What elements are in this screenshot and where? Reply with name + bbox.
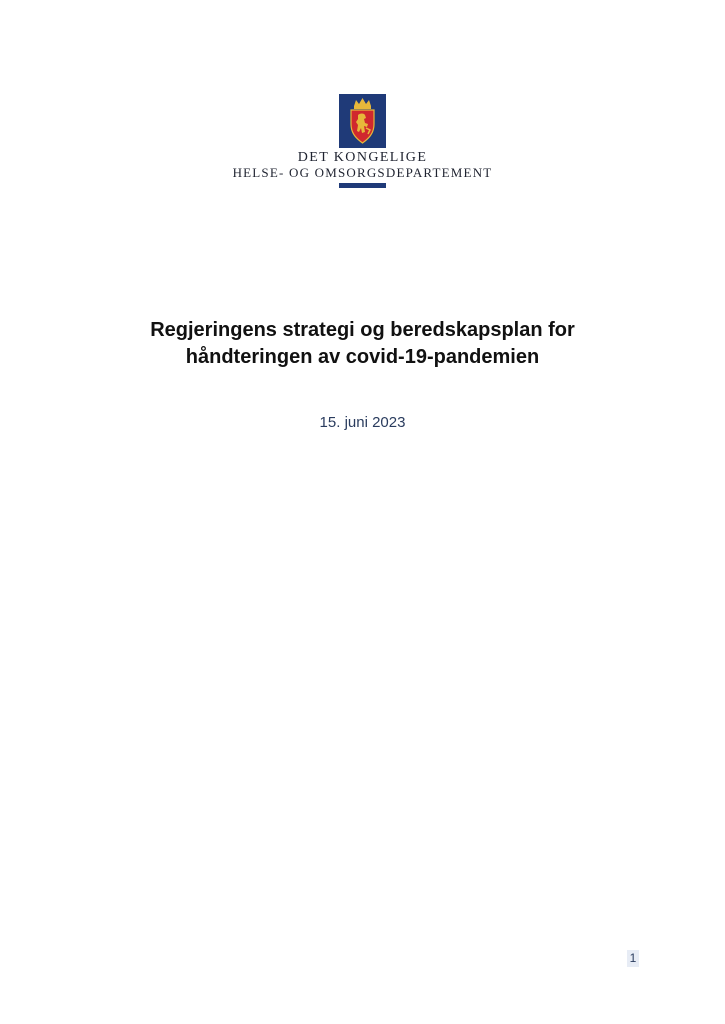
page-number: 1 [627,950,639,967]
title-line-1: Regjeringens strategi og beredskapsplan for [150,319,575,341]
ministry-logo [0,94,725,190]
logo-underline-bar [339,183,386,188]
document-date: 15. juni 2023 [319,414,406,431]
coat-of-arms-icon [339,94,386,148]
title-line-2: håndteringen av covid-19-pandemien [185,346,540,368]
document-title [60,317,665,371]
logo-text-line2: HELSE- OG OMSORGSDEPARTEMENT [232,165,493,180]
logo-text-line1: DET KONGELIGE [297,150,428,165]
